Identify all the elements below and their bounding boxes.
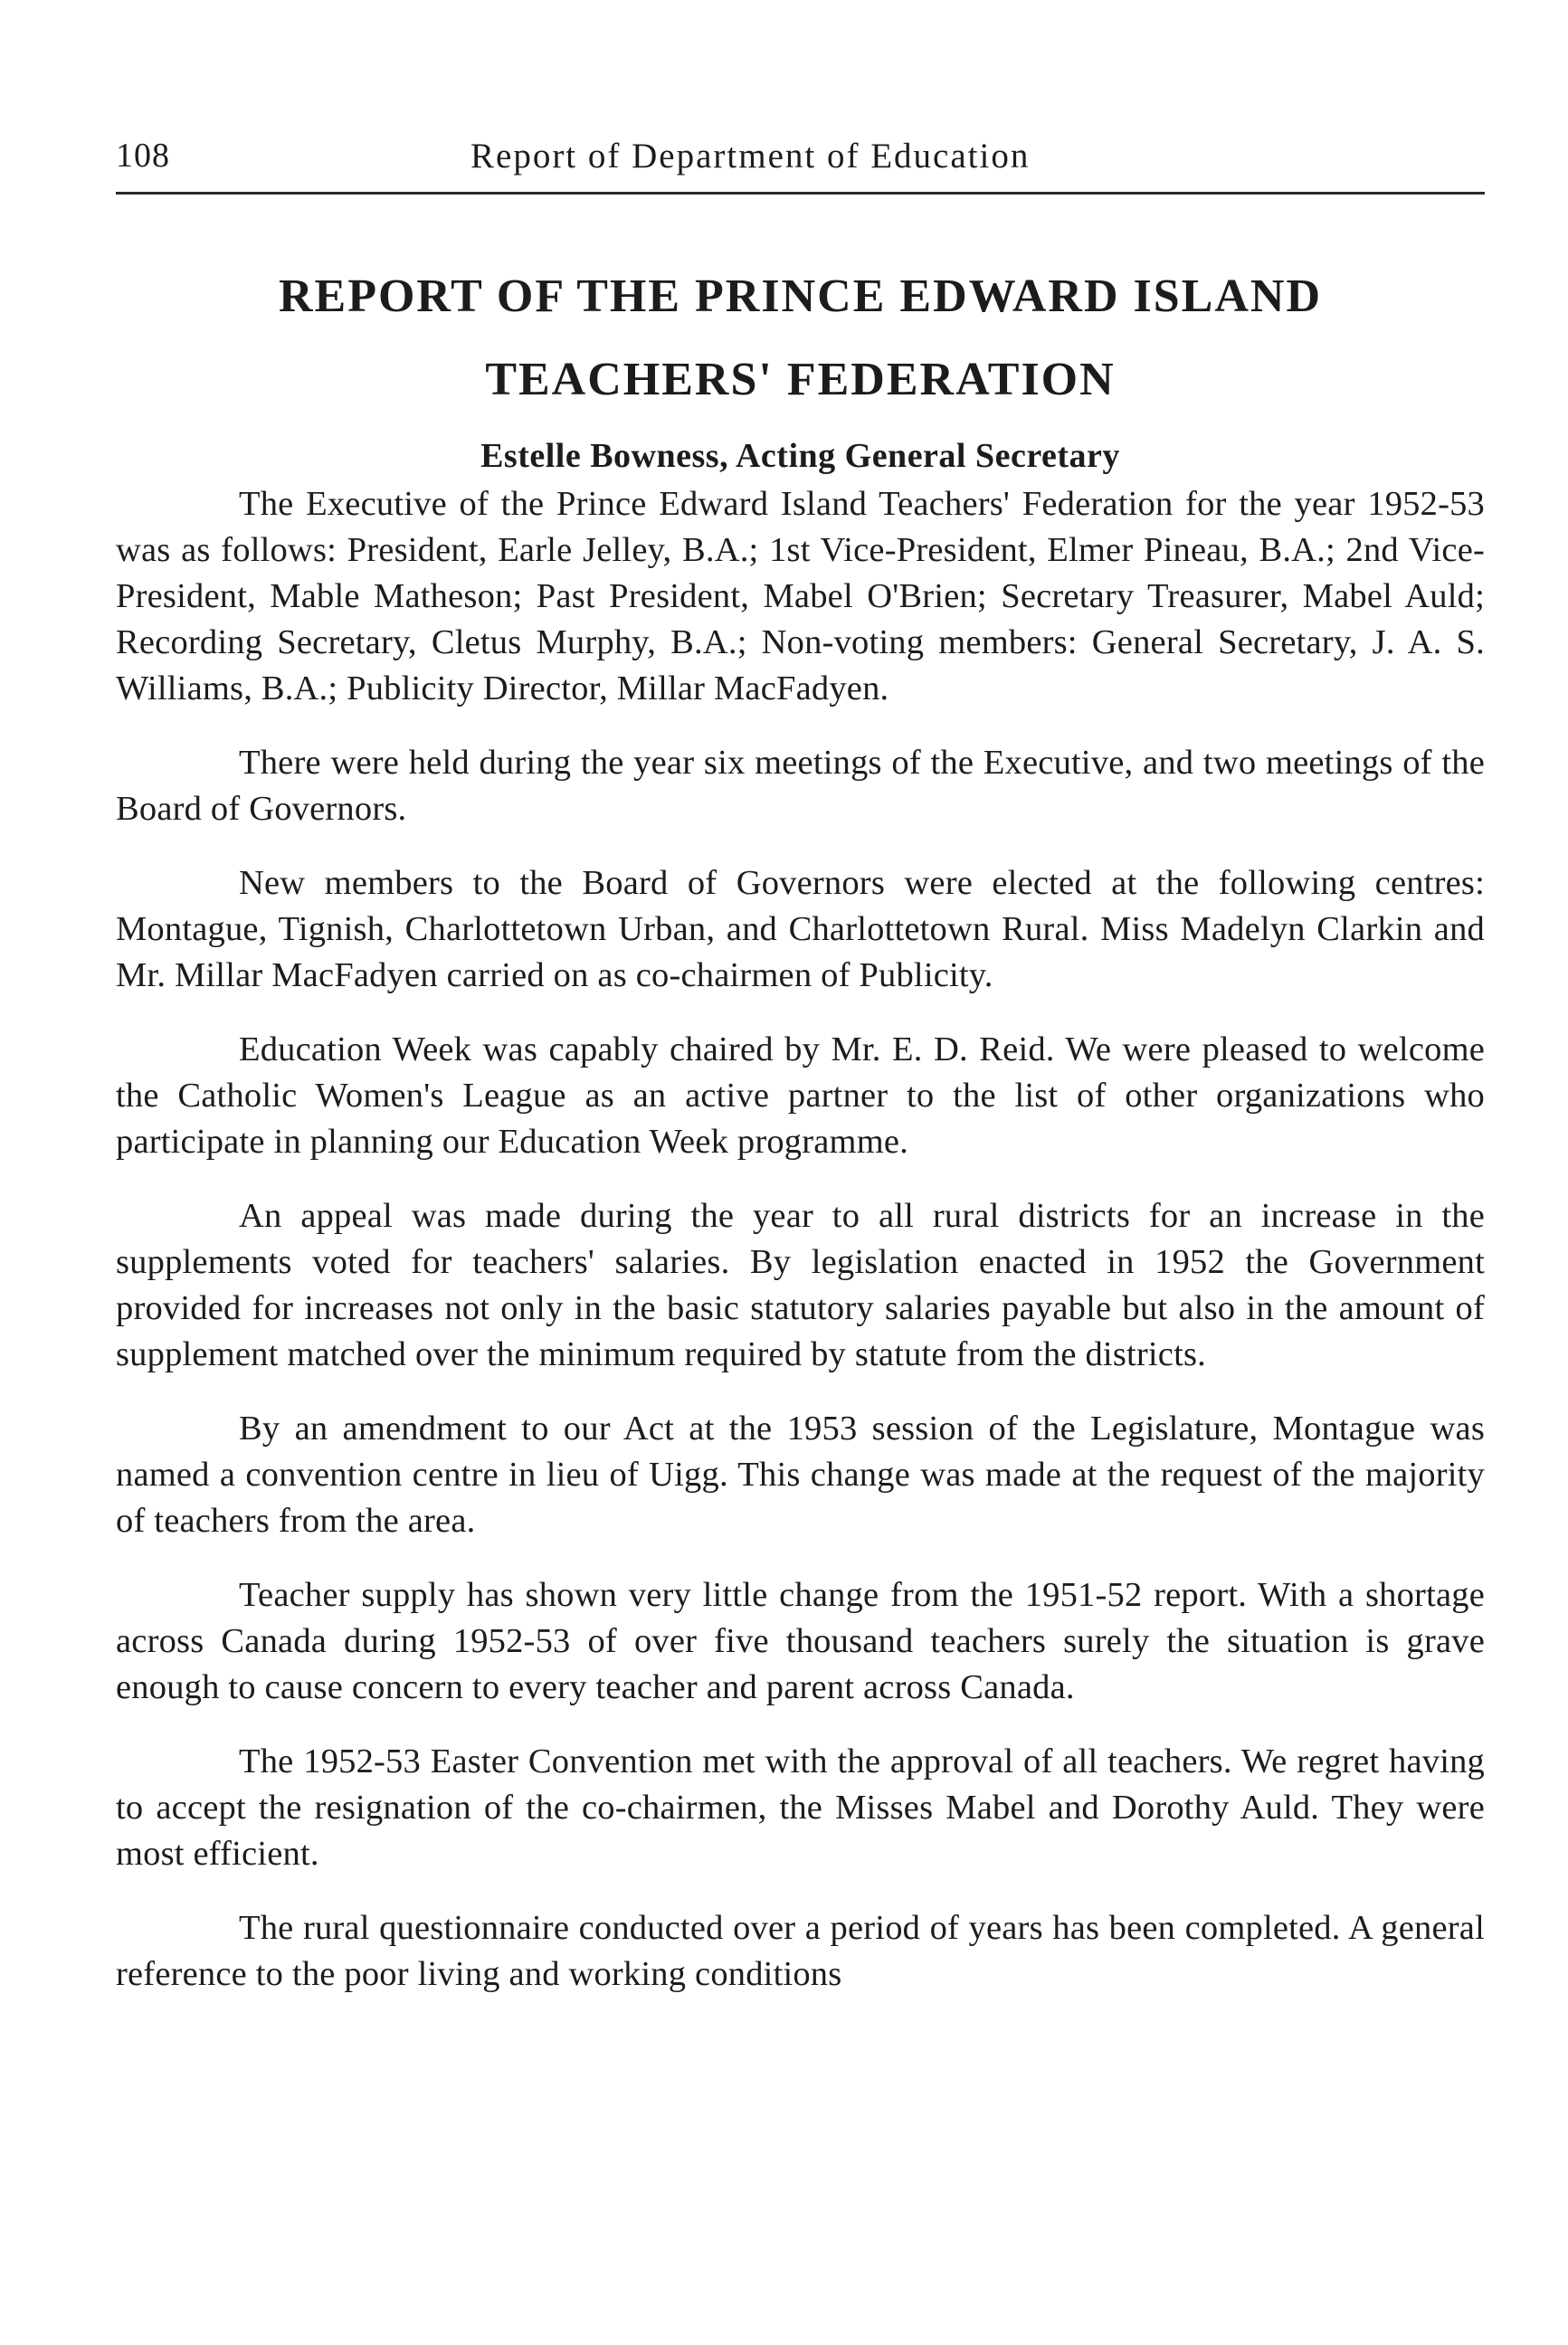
running-header [116, 134, 1485, 195]
paragraph: Teacher supply has shown very little change from the 1951-52 report. With a shortage across Canada during 1952-53 of over five thousand teachers surely the situation is grave enough to cause concern to every teacher and parent across Canada. [116, 1576, 1485, 1706]
paragraph: The rural questionnaire conducted over a period of years has been completed. A general reference to the poor living and working conditions [116, 1909, 1485, 1993]
paragraph: By an amendment to our Act at the 1953 session of the Legislature, Montague was named a convention centre in lieu of Uigg. This change was made at the request of the majority of teachers from the area. [116, 1410, 1485, 1540]
body-text [116, 481, 1485, 2026]
paragraph: An appeal was made during the year to all rural districts for an increase in the supplements voted for teachers' salaries. By legislation enacted in 1952 the Government provided for increases not only in the basic statutory salaries payable but also in the amount of supplement matched over the minimum required by statute from the districts. [116, 1197, 1485, 1373]
report-title-line-1: REPORT OF THE PRINCE EDWARD ISLAND [278, 271, 1323, 322]
report-title-line-2: TEACHERS' FEDERATION [485, 354, 1116, 405]
paragraph: There were held during the year six meetings of the Executive, and two meetings of the Board of Governors. [116, 744, 1485, 828]
paragraph: New members to the Board of Governors were elected at the following centres: Montague, Tignish, Charlottetown Urban, and Charlottetown Rural. Miss Madelyn Clarkin and Mr. Millar MacFadyen carried on as co-chairmen of Publicity. [116, 864, 1485, 994]
paragraph: Education Week was capably chaired by Mr. E. D. Reid. We were pleased to welcome the Catholic Women's League as an active partner to the list of other organizations who participate in planning our Education Week programme. [116, 1030, 1485, 1161]
running-title: Report of Department of Education [470, 137, 1031, 176]
report-title [116, 255, 1485, 422]
paragraph: The 1952-53 Easter Convention met with the approval of all teachers. We regret having to accept the resignation of the co-chairmen, the Misses Mabel and Dorothy Auld. They were most efficient. [116, 1742, 1485, 1873]
byline: Estelle Bowness, Acting General Secretary [480, 437, 1120, 475]
page-number: 108 [116, 137, 170, 175]
paragraph: The Executive of the Prince Edward Island Teachers' Federation for the year 1952-53 was as follows: President, Earle Jelley, B.A.; 1st Vice-President, Elmer Pineau, B.A.; 2nd Vice-President, Mable Matheson; Past President, Mabel O'Brien; Secretary Treasurer, Mabel Auld; Recording Secretary, Cletus Murphy, B.A.; Non-voting members: General Secretary, J. A. S. Williams, B.A.; Publicity Director, Millar MacFadyen. [116, 485, 1485, 707]
